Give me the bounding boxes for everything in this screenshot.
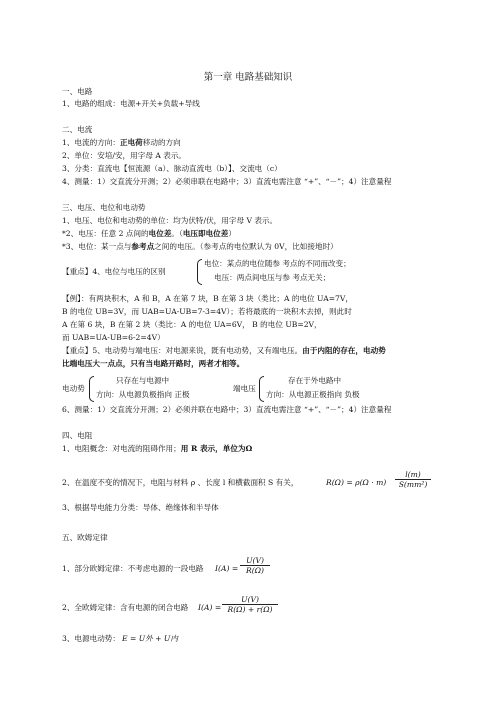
terminal-voltage-label: 端电压 [233,384,256,393]
section-heading-ohms-law: 五、欧姆定律 [62,533,108,542]
voltage-units: 1、电压、电位和电动势的单位：均为伏特/伏，用字母 V 表示。 [62,216,278,225]
example-line-2: B 的电位 UB=3V，而 UAB=UA-UB=7-3=4V）；若将最底的一块积木去掉，则此时 [62,307,352,316]
formula-numerator: U(V) [222,595,278,605]
key-point-5-cont: 比端电压大一点点，只有当电路开路时，两者才相等。 [62,359,245,368]
section-heading-current: 二、电流 [62,125,93,134]
left-brace [89,376,94,402]
resistance-concept: 1、电阻概念：对电流的阻碍作用；用 R 表示，单位为Ω [62,444,253,453]
potential-vs-voltage-voltage: 电压：两点间电压与参 考点无关； [214,273,331,282]
resistance-formula-lhs: R(Ω) = ρ(Ω · m) [326,478,387,487]
section-heading-voltage: 三、电压、电位和电动势 [62,203,146,212]
resistance-formula-fraction [395,470,431,489]
voltage-measurement: 6、测量：1）交直流分开测；2）必须并联在电路中；3）直流电需注意 “+”、“－”；4）注意量程 [62,405,392,414]
left-brace [259,376,264,402]
section-heading-resistance: 四、电阻 [62,431,93,440]
terminal-voltage-exists: 存在于外电路中 [288,376,342,385]
chapter-title: 第一章 电路基础知识 [203,72,293,83]
potential-vs-voltage-potential: 电位：某点的电位随参 考点的不同而改变； [204,259,351,268]
emf-formula-label: 3、电源电动势： [62,634,120,643]
partial-ohms-lhs: I(A) = [215,564,239,573]
example-line-3: A 在第 6 块，B 在第 2 块（类比：A 的电位 UA=6V， B 的电位 UB=2V， [62,320,322,329]
partial-ohms-law: 1、部分欧姆定律：不考虑电源的一段电路 [62,564,204,573]
full-ohms-fraction [222,595,278,614]
emf-direction: 方向：从电源负极指向 正极 [96,390,190,399]
key-point-4-label: 【重点】4、电位与电压的区别 [62,267,166,276]
formula-denominator: R(Ω) + r(Ω) [227,605,273,615]
partial-ohms-fraction [240,556,270,575]
potential-definition: *3、电位：某一点与参考点之间的电压。（参考点的电位默认为 0V，比如接地时） [62,242,338,251]
terminal-voltage-direction: 方向：从电源正极指向 负极 [266,390,360,399]
example-line-1: 【例】：有两块积木，A 和 B，A 在第 7 块，B 在第 3 块（类比；A 的电位 UA=7V， [62,294,353,303]
resistance-factors: 2、在温度不变的情况下，电阻与材料 ρ 、长度 l 和横截面积 S 有关， [62,478,299,487]
emf-label: 电动势 [62,384,85,393]
key-point-5: 【重点】5、电动势与端电压：对电源来说，既有电动势，又有端电压。由于内阻的存在，电动势 [62,346,386,355]
full-ohms-law: 2、全欧姆定律：含有电源的闭合电路 [62,603,189,612]
current-unit: 2、单位：安培/安，用字母 A 表示。 [62,151,187,160]
left-brace [197,259,202,285]
formula-numerator: U(V) [240,556,270,566]
example-line-4: 而 UAB=UA-UB=6-2=4V） [62,333,165,342]
voltage-definition: *2、电压：任意 2 点间的电位差。（电压即电位差） [62,229,236,238]
current-direction: 1、电流的方向：正电荷移动的方向 [62,138,181,147]
formula-denominator: R(Ω) [246,566,264,576]
conductivity-classes: 3、根据导电能力分类：导体、绝缘体和半导体 [62,503,219,512]
current-measurement: 4、测量：1）交直流分开测；2）必须串联在电路中；3）直流电需注意 “+”、“－”；4）注意量程 [62,177,392,186]
formula-denominator: S(mm²) [398,480,428,490]
circuit-composition: 1、电路的组成：电源+开关+负载+导线 [62,99,200,108]
full-ohms-lhs: I(A) = [198,603,222,612]
current-types: 3、分类：直流电【恒流源（a）、脉动直流电（b）】、交流电（c） [62,164,282,173]
section-heading-circuit: 一、电路 [62,87,93,96]
emf-exists: 只存在与电源中 [116,376,170,385]
emf-formula: E = U外 + U内 [122,634,178,643]
formula-numerator: l(m) [395,470,431,480]
